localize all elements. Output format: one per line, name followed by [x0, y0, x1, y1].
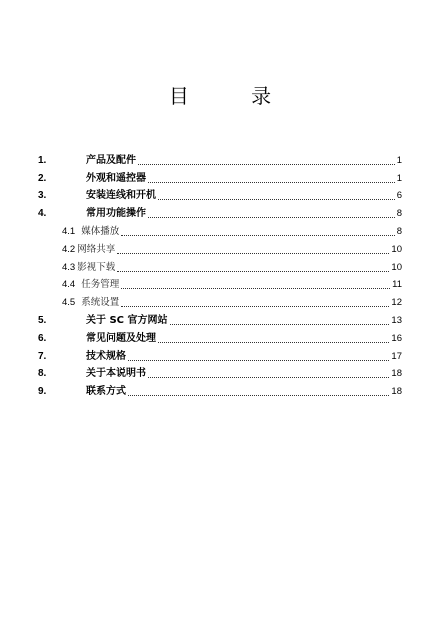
toc-entry-number: 6. — [38, 332, 47, 344]
toc-subentry[interactable] — [38, 221, 402, 239]
toc-entry-label: 联系方式 — [86, 386, 126, 398]
toc-entry-page: 8 — [396, 208, 402, 220]
toc-entry-number: 3. — [38, 190, 47, 202]
toc-subentry-number: 4.2 — [62, 243, 76, 255]
toc-subentry-number: 4.3 — [62, 261, 76, 273]
toc-entry-label: 外观和遥控器 — [86, 172, 146, 184]
toc-leader-dots — [148, 376, 389, 378]
toc-entry-number: 7. — [38, 350, 47, 362]
toc-leader-dots — [117, 270, 389, 272]
toc-entry-label: 技术规格 — [86, 350, 126, 362]
toc-leader-dots — [128, 394, 389, 396]
toc-entry-number: 2. — [38, 172, 47, 184]
toc-entry-label: 关于本说明书 — [86, 368, 146, 380]
toc-entry[interactable] — [38, 168, 402, 186]
toc-leader-dots — [121, 287, 390, 289]
toc-subentry-label: 系统设置 — [81, 297, 120, 309]
toc-entry-page: 16 — [391, 332, 402, 344]
toc-subentry[interactable] — [38, 257, 402, 275]
toc-leader-dots — [138, 163, 395, 165]
toc-entry-label: 关于 SC 官方网站 — [86, 314, 168, 326]
toc-subentry[interactable] — [38, 239, 402, 257]
table-of-contents — [38, 150, 402, 399]
toc-entry[interactable] — [38, 328, 402, 346]
toc-subentry-page: 12 — [391, 297, 402, 309]
toc-leader-dots — [158, 341, 389, 343]
toc-entry[interactable] — [38, 310, 402, 328]
toc-leader-dots — [158, 198, 395, 200]
toc-subentry-page: 11 — [392, 279, 402, 291]
toc-subentry-label: 网络共享 — [77, 243, 116, 255]
toc-leader-dots — [148, 181, 395, 183]
toc-entry-page: 13 — [391, 314, 402, 326]
toc-entry[interactable] — [38, 203, 402, 221]
toc-entry[interactable] — [38, 346, 402, 364]
toc-entry[interactable] — [38, 381, 402, 399]
toc-entry-page: 18 — [391, 368, 402, 380]
toc-subentry[interactable] — [38, 275, 402, 293]
toc-leader-dots — [121, 305, 389, 307]
toc-subentry[interactable] — [38, 292, 402, 310]
toc-leader-dots — [128, 359, 389, 361]
toc-subentry-number: 4.4 — [62, 279, 76, 291]
toc-leader-dots — [148, 216, 395, 218]
toc-entry[interactable] — [38, 186, 402, 204]
toc-entry-page: 17 — [391, 350, 402, 362]
toc-entry-label: 常见问题及处理 — [86, 332, 156, 344]
toc-subentry-page: 10 — [391, 243, 402, 255]
toc-entry-number: 4. — [38, 208, 47, 220]
toc-subentry-page: 10 — [391, 261, 402, 273]
toc-entry[interactable] — [38, 364, 402, 382]
toc-entry-number: 8. — [38, 368, 47, 380]
page-title: 目 录 — [168, 84, 300, 108]
toc-entry-page: 6 — [396, 190, 402, 202]
toc-subentry-number: 4.1 — [62, 225, 76, 237]
toc-subentry-label: 任务管理 — [81, 279, 120, 291]
toc-entry-page: 1 — [396, 172, 402, 184]
toc-entry[interactable] — [38, 150, 402, 168]
toc-leader-dots — [170, 323, 390, 325]
toc-entry-page: 1 — [396, 154, 402, 166]
toc-entry-number: 9. — [38, 386, 47, 398]
toc-subentry-number: 4.5 — [62, 297, 76, 309]
toc-subentry-page: 8 — [396, 225, 402, 237]
toc-entry-label: 安装连线和开机 — [86, 190, 156, 202]
toc-entry-label: 产品及配件 — [86, 154, 136, 166]
toc-entry-number: 5. — [38, 314, 47, 326]
toc-leader-dots — [121, 234, 394, 236]
toc-entry-label: 常用功能操作 — [86, 208, 146, 220]
toc-leader-dots — [117, 252, 389, 254]
toc-subentry-label: 影视下载 — [77, 261, 116, 273]
toc-subentry-label: 媒体播放 — [81, 225, 120, 237]
toc-entry-page: 18 — [391, 386, 402, 398]
toc-entry-number: 1. — [38, 154, 47, 166]
